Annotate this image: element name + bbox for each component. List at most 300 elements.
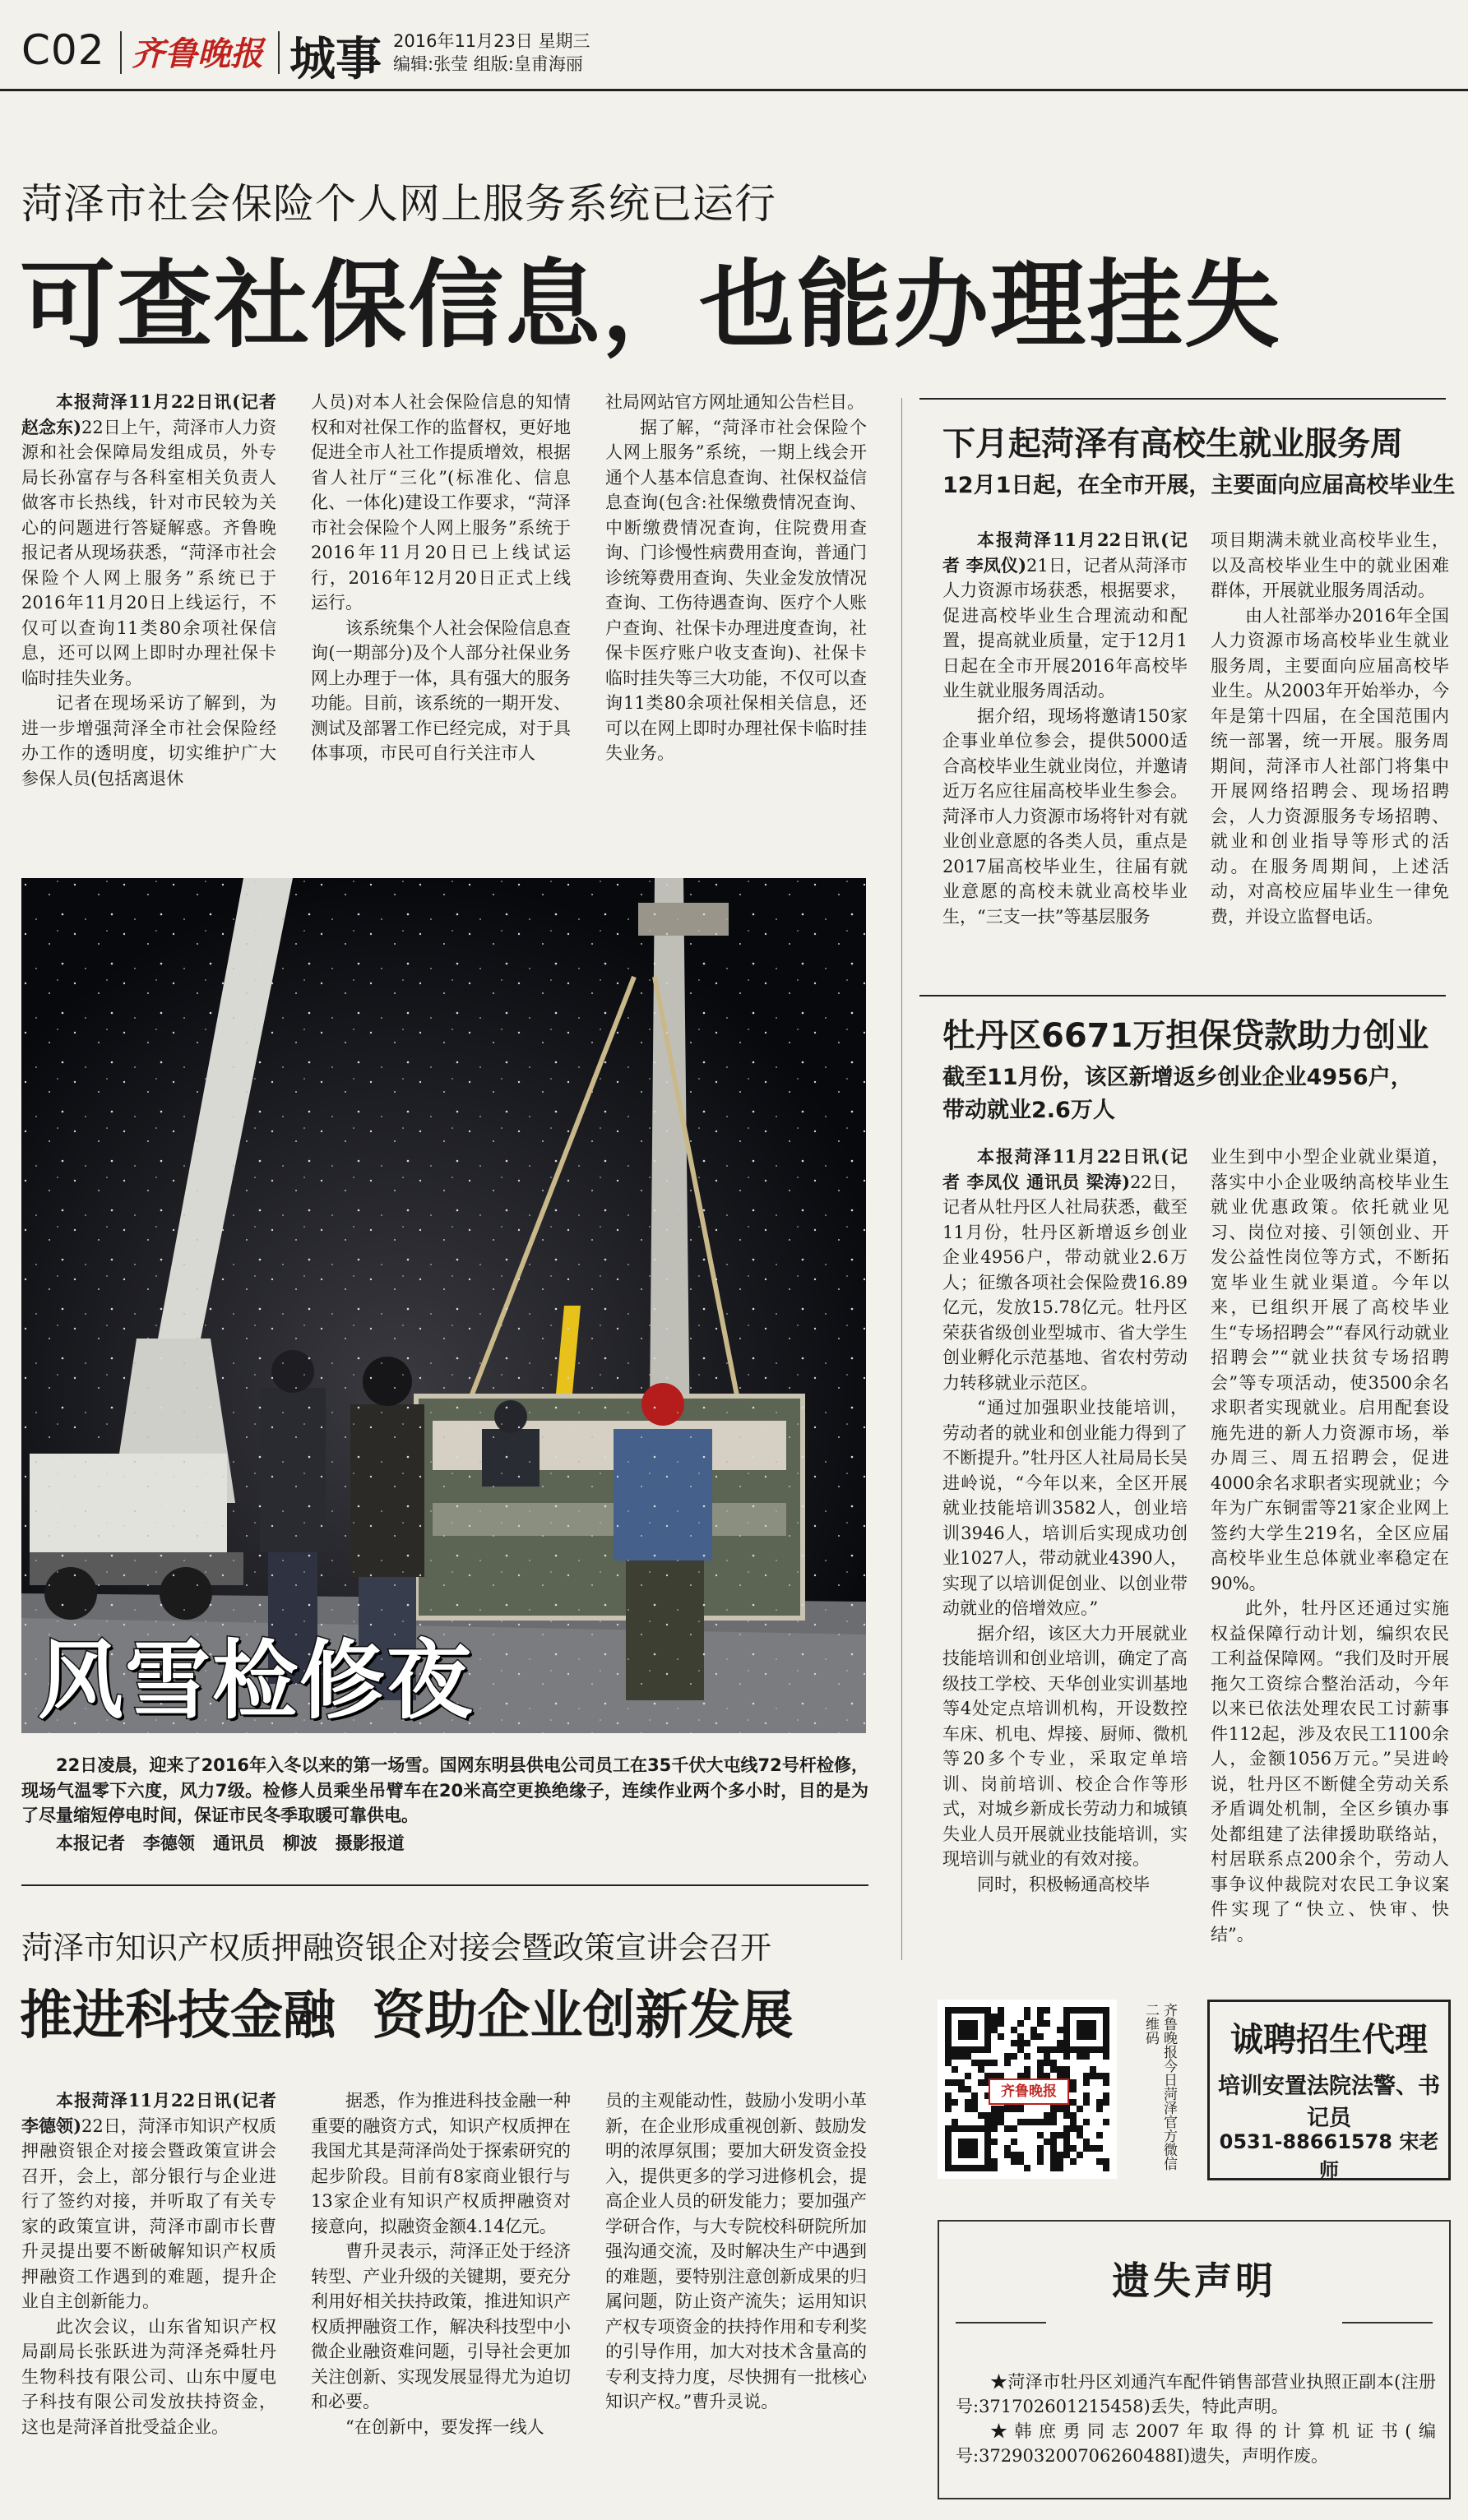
- qr-module: [1077, 2053, 1083, 2060]
- qr-module: [984, 2139, 991, 2145]
- paragraph: 据介绍，该区大力开展就业技能培训和创业培训，确定了高级技工学校、天华创业实训基地等4处定点培训机构，开设数控车床、机电、焊接、厨师、微机等20多个专业，采取定单培训、岗前培训、校企合作等形式，对城乡新成长劳动力和城镇失业人员开展就业技能培训，实现培训与就业的有效对接。: [942, 1623, 1188, 1869]
- qr-module: [1070, 2007, 1077, 2014]
- qr-module: [978, 2112, 984, 2119]
- qr-module: [965, 2007, 971, 2014]
- qr-module: [945, 2046, 952, 2053]
- qr-module: [1090, 2020, 1096, 2027]
- qr-module: [984, 2046, 991, 2053]
- qr-module: [1044, 2119, 1050, 2125]
- qr-module: [1077, 2007, 1083, 2014]
- qr-module: [984, 2158, 991, 2165]
- qr-module: [1083, 2073, 1090, 2079]
- lost-notice-items: [956, 2370, 1436, 2468]
- qr-module: [1063, 2139, 1070, 2145]
- paragraph: 项目期满未就业高校毕业生，以及高校毕业生中的就业困难群体，开展就业服务周活动。: [1211, 530, 1449, 600]
- qr-module: [1050, 2119, 1057, 2125]
- qr-module: [1011, 2106, 1017, 2112]
- qr-module: [1077, 2046, 1083, 2053]
- qr-module: [1103, 2073, 1109, 2079]
- qr-module: [1057, 2132, 1063, 2139]
- paragraph: 22日，记者从牡丹区人社局获悉，截至11月份，牡丹区新增返乡创业企业4956户，带动就业2.6万人；征缴各项社会保险费16.89亿元，发放15.78亿元。牡丹区荣获省级创业型城市、省大学生创业孵化示范基地、省农村劳动力转移就业示范区。: [942, 1172, 1188, 1393]
- header-rule: [0, 89, 1468, 91]
- qr-module: [1011, 2053, 1017, 2060]
- qr-module: [984, 2033, 991, 2040]
- mudan-subhead: 截至11月份，该区新增返乡创业企业4956户，: [942, 1065, 1413, 1090]
- qr-module: [1077, 2125, 1083, 2132]
- qr-module: [1090, 2066, 1096, 2073]
- qr-module: [1011, 2158, 1017, 2165]
- paragraph: 同时，积极畅通高校毕: [977, 1874, 1150, 1894]
- section-title: 城事: [289, 33, 382, 86]
- qr-module: [984, 2112, 991, 2119]
- qr-module: [1030, 2033, 1037, 2040]
- qr-module: [945, 2033, 952, 2040]
- qr-module: [984, 2014, 991, 2020]
- graduates-col-2: [1211, 528, 1449, 929]
- qr-module: [1103, 2119, 1109, 2125]
- qr-module: [965, 2086, 971, 2092]
- qr-module: [1017, 2106, 1024, 2112]
- page-number: C02: [21, 26, 105, 74]
- qr-module: [1037, 2119, 1044, 2125]
- paragraph: 曹升灵表示，菏泽正处于经济转型、产业升级的关键期，要充分利用好相关扶持政策，推进知识产权质押融资工作，解决科技型中小微企业融资难问题，引导社会更加关注创新、实现发展显得尤为迫切和必要。: [311, 2241, 571, 2411]
- qr-module: [945, 2132, 952, 2139]
- issue-date: 2016年11月23日 星期三: [393, 31, 590, 51]
- qr-module: [1103, 2099, 1109, 2106]
- qr-module: [991, 2060, 998, 2066]
- qr-module: [1090, 2027, 1096, 2033]
- qr-module: [1063, 2014, 1070, 2020]
- qr-module: [965, 2165, 971, 2171]
- qr-module: [965, 2027, 971, 2033]
- qr-module: [984, 2060, 991, 2066]
- mudan-col-1: [942, 1144, 1188, 1897]
- lost-notice-item: ★韩庶勇同志2007年取得的计算机证书(编号:372903200706260488I)遗失，声明作废。: [956, 2421, 1436, 2466]
- qr-module: [958, 2079, 965, 2086]
- ad-title: 诚聘招生代理: [1230, 2021, 1428, 2059]
- qr-module: [1050, 2165, 1057, 2171]
- qr-module: [1037, 2014, 1044, 2020]
- qr-module: [1070, 2158, 1077, 2165]
- qr-module: [945, 2027, 952, 2033]
- qr-module: [952, 2119, 958, 2125]
- qr-module: [971, 2020, 978, 2027]
- qr-module: [978, 2165, 984, 2171]
- qr-module: [991, 2125, 998, 2132]
- qr-module: [965, 2020, 971, 2027]
- qr-module: [971, 2106, 978, 2112]
- qr-module: [1070, 2112, 1077, 2119]
- qr-module: [952, 2165, 958, 2171]
- qr-module: [965, 2152, 971, 2158]
- qr-module: [1037, 2132, 1044, 2139]
- qr-module: [991, 2165, 998, 2171]
- qr-module: [1037, 2060, 1044, 2066]
- qr-module: [978, 2066, 984, 2073]
- qr-module: [1090, 2073, 1096, 2079]
- qr-module: [1037, 2007, 1044, 2014]
- qr-module: [991, 2119, 998, 2125]
- qr-module: [958, 2145, 965, 2152]
- qr-module: [1070, 2125, 1077, 2132]
- graduates-subhead: 12月1日起，在全市开展，主要面向应届高校毕业生: [942, 473, 1456, 498]
- qr-logo: 齐鲁晚报: [989, 2078, 1069, 2105]
- qr-module: [1030, 2027, 1037, 2033]
- qr-module: [971, 2092, 978, 2099]
- qr-module: [965, 2073, 971, 2079]
- paragraph: 据悉，作为推进科技金融一种重要的融资方式，知识产权质押在我国尤其是菏泽尚处于探索研究的起步阶段。目前有8家商业银行与13家企业有知识产权质押融资对接意向，拟融资金额4.14亿元。: [311, 2091, 571, 2236]
- qr-module: [1017, 2152, 1024, 2158]
- qr-module: [1017, 2040, 1024, 2046]
- qr-module: [991, 2158, 998, 2165]
- qr-module: [1057, 2158, 1063, 2165]
- qr-module: [1103, 2027, 1109, 2033]
- ad-phone: 0531-88661578 宋老师: [1219, 2130, 1439, 2182]
- qr-module: [965, 2145, 971, 2152]
- qr-module: [1011, 2040, 1017, 2046]
- qr-module: [1057, 2152, 1063, 2158]
- qr-module: [965, 2053, 971, 2060]
- qr-module: [1024, 2040, 1030, 2046]
- paragraph: 记者在现场采访了解到，为进一步增强菏泽全市社会保险经办工作的透明度，切实维护广大参保人员(包括离退休: [21, 693, 276, 788]
- qr-module: [1063, 2007, 1070, 2014]
- qr-module: [1096, 2099, 1103, 2106]
- paragraph: 该系统集个人社会保险信息查询(一期部分)及个人部分社保业务网上办理于一体，具有强大的服务功能。目前，该系统的一期开发、测试及部署工作已经完成，对于具体事项，市民可自行关注市人: [311, 617, 571, 763]
- qr-module: [1096, 2158, 1103, 2165]
- qr-module: [1037, 2020, 1044, 2027]
- qr-module: [984, 2119, 991, 2125]
- qr-module: [998, 2119, 1004, 2125]
- qr-module: [965, 2033, 971, 2040]
- qr-module: [1096, 2007, 1103, 2014]
- qr-module: [1024, 2053, 1030, 2060]
- qr-module: [998, 2112, 1004, 2119]
- qr-module: [1063, 2040, 1070, 2046]
- qr-module: [1096, 2046, 1103, 2053]
- qr-module: [958, 2020, 965, 2027]
- qr-module: [1037, 2152, 1044, 2158]
- qr-code: [938, 2000, 1117, 2179]
- qr-module: [971, 2099, 978, 2106]
- qr-module: [991, 2139, 998, 2145]
- paragraph: 此次会议，山东省知识产权局副局长张跃进为菏泽尧舜牡丹生物科技有限公司、山东中厦电子科技有限公司发放扶持资金，这也是菏泽首批受益企业。: [21, 2316, 276, 2437]
- qr-module: [945, 2152, 952, 2158]
- qr-module: [952, 2125, 958, 2132]
- paragraph: 据介绍，现场将邀请150家企事业单位参会，提供5000适合高校毕业生就业岗位，并邀请近万名应往届高校毕业生参会。菏泽市人力资源市场将针对有就业创业意愿的各类人员，重点是2017届高校毕业生，往届有就业意愿的高校未就业高校毕业生，“三支一扶”等基层服务: [942, 705, 1188, 927]
- graduates-headline: 下月起菏泽有高校生就业服务周: [942, 425, 1403, 463]
- ip-headline: 推进科技金融 资助企业创新发展: [20, 1986, 794, 2046]
- mudan-col-2: [1211, 1144, 1449, 1947]
- qr-module: [1063, 2066, 1070, 2073]
- qr-module: [991, 2014, 998, 2020]
- qr-module: [1057, 2046, 1063, 2053]
- qr-module: [1096, 2073, 1103, 2079]
- qr-module: [1030, 2119, 1037, 2125]
- qr-module: [952, 2066, 958, 2073]
- qr-module: [1004, 2106, 1011, 2112]
- divider: [1342, 2322, 1433, 2323]
- qr-module: [1011, 2125, 1017, 2132]
- qr-module: [1096, 2145, 1103, 2152]
- ip-col-2: [311, 2088, 571, 2439]
- qr-module: [952, 2007, 958, 2014]
- qr-module: [1070, 2099, 1077, 2106]
- qr-module: [945, 2106, 952, 2112]
- qr-module: [1063, 2053, 1070, 2060]
- paragraph: 22日上午，菏泽市人力资源和社会保障局发组成员，外专局长孙富存与各科室相关负责人做客市长热线，针对市民较为关心的问题进行答疑解惑。齐鲁晚报记者从现场获悉，“菏泽市社会保险个人网上服务”系统已于2016年11月20日上线运行，不仅可以查询11类80余项社保信息，还可以网上即时办理社保卡临时挂失业务。: [21, 417, 276, 688]
- qr-module: [965, 2106, 971, 2112]
- qr-module: [1063, 2112, 1070, 2119]
- qr-module: [1044, 2139, 1050, 2145]
- qr-module: [1083, 2046, 1090, 2053]
- qr-module: [1083, 2020, 1090, 2027]
- qr-module: [1011, 2027, 1017, 2033]
- qr-module: [971, 2033, 978, 2040]
- qr-module: [1077, 2027, 1083, 2033]
- qr-module: [945, 2060, 952, 2066]
- qr-module: [1063, 2152, 1070, 2158]
- byline: 本报菏泽11月22日讯(记者 赵念东): [21, 391, 276, 437]
- qr-module: [1037, 2046, 1044, 2053]
- qr-module: [945, 2079, 952, 2086]
- qr-module: [1050, 2132, 1057, 2139]
- qr-module: [1063, 2033, 1070, 2040]
- qr-module: [1070, 2145, 1077, 2152]
- qr-module: [991, 2112, 998, 2119]
- qr-module: [1024, 2165, 1030, 2171]
- qr-module: [1103, 2092, 1109, 2099]
- qr-module: [1063, 2132, 1070, 2139]
- qr-module: [1004, 2145, 1011, 2152]
- qr-module: [945, 2053, 952, 2060]
- qr-module: [965, 2046, 971, 2053]
- qr-module: [998, 2033, 1004, 2040]
- qr-module: [945, 2040, 952, 2046]
- lead-headline: 可查社保信息，也能办理挂失: [20, 250, 1281, 361]
- qr-module: [971, 2152, 978, 2158]
- qr-module: [971, 2060, 978, 2066]
- qr-module: [1103, 2053, 1109, 2060]
- qr-module: [1077, 2106, 1083, 2112]
- lead-col-1: [21, 390, 276, 791]
- qr-module: [1044, 2112, 1050, 2119]
- qr-module: [1096, 2106, 1103, 2112]
- qr-module: [978, 2046, 984, 2053]
- qr-module: [978, 2079, 984, 2086]
- qr-module: [945, 2020, 952, 2027]
- qr-module: [1017, 2158, 1024, 2165]
- qr-module: [1024, 2014, 1030, 2020]
- qr-module: [1070, 2079, 1077, 2086]
- lost-notice-item: ★菏泽市牡丹区刘通汽车配件销售部营业执照正副本(注册号:371702601215458)丢失，特此声明。: [956, 2372, 1436, 2416]
- qr-module: [965, 2125, 971, 2132]
- qr-module: [984, 2145, 991, 2152]
- section-rule: [919, 398, 1446, 400]
- ip-kicker: 菏泽市知识产权质押融资银企对接会暨政策宣讲会召开: [21, 1930, 772, 1966]
- qr-module: [1017, 2033, 1024, 2040]
- photo-caption: 22日凌晨，迎来了2016年入冬以来的第一场雪。国网东明县供电公司员工在35千伏大屯线72号杆检修，现场气温零下六度，风力7级。检修人员乘坐吊臂车在20米高空更换绝缘子，连续作业两个多小时，目的是为了尽量缩短停电时间，保证市民冬季取暖可靠供电。: [21, 1755, 868, 1825]
- qr-module: [991, 2027, 998, 2033]
- qr-module: [1050, 2106, 1057, 2112]
- qr-module: [1077, 2033, 1083, 2040]
- lead-kicker: 菏泽市社会保险个人网上服务系统已运行: [21, 180, 776, 228]
- qr-module: [1083, 2119, 1090, 2125]
- qr-module: [1083, 2079, 1090, 2086]
- qr-module: [1057, 2066, 1063, 2073]
- qr-module: [1017, 2119, 1024, 2125]
- qr-module: [1037, 2145, 1044, 2152]
- editor-credits: 编辑:张莹 组版:皇甫海丽: [393, 54, 583, 74]
- qr-module: [965, 2139, 971, 2145]
- paragraph: 22日，菏泽市知识产权质押融资银企对接会暨政策宣讲会召开，会上，部分银行与企业进行了签约对接，并听取了有关专家的政策宣讲，菏泽市副市长曹升灵提出要不断破解知识产权质押融资工作遇到的难题，提升企业自主创新能力。: [21, 2115, 276, 2311]
- qr-module: [1050, 2066, 1057, 2073]
- byline: 本报菏泽11月22日讯(记者 李凤仪): [942, 529, 1188, 576]
- section-rule: [21, 1884, 868, 1886]
- qr-module: [1017, 2020, 1024, 2027]
- qr-module: [945, 2158, 952, 2165]
- qr-module: [1083, 2027, 1090, 2033]
- recruitment-ad: [1207, 2000, 1451, 2180]
- qr-module: [1070, 2119, 1077, 2125]
- qr-module: [945, 2125, 952, 2132]
- qr-module: [1063, 2125, 1070, 2132]
- graduates-col-1: [942, 528, 1188, 929]
- column-divider: [901, 398, 902, 1960]
- qr-module: [998, 2106, 1004, 2112]
- qr-module: [1103, 2040, 1109, 2046]
- qr-module: [952, 2046, 958, 2053]
- qr-module: [978, 2125, 984, 2132]
- qr-module: [1083, 2145, 1090, 2152]
- qr-module: [1103, 2020, 1109, 2027]
- divider: [956, 2322, 1046, 2323]
- qr-module: [1044, 2007, 1050, 2014]
- qr-module: [971, 2007, 978, 2014]
- qr-module: [1083, 2092, 1090, 2099]
- qr-module: [1050, 2112, 1057, 2119]
- qr-module: [1057, 2040, 1063, 2046]
- paragraph: 人员)对本人社会保险信息的知情权和对社保工作的监督权，更好地促进全市人社工作提质增效，根据省人社厅“三化”(标准化、信息化、一体化)建设工作要求，“菏泽市社会保险个人网上服务”系统于2016年11月20日已上线试运行，2016年12月20日正式上线运行。: [311, 392, 571, 613]
- qr-module: [978, 2007, 984, 2014]
- qr-module: [1037, 2033, 1044, 2040]
- qr-module: [1103, 2033, 1109, 2040]
- qr-module: [1077, 2132, 1083, 2139]
- qr-module: [1037, 2066, 1044, 2073]
- qr-module: [952, 2079, 958, 2086]
- qr-module: [984, 2165, 991, 2171]
- qr-module: [991, 2106, 998, 2112]
- qr-module: [1077, 2020, 1083, 2027]
- lead-col-3: [605, 390, 867, 766]
- qr-module: [1103, 2079, 1109, 2086]
- qr-module: [958, 2165, 965, 2171]
- qr-module: [945, 2092, 952, 2099]
- qr-module: [958, 2125, 965, 2132]
- header-divider: [278, 31, 280, 74]
- qr-module: [971, 2027, 978, 2033]
- qr-module: [952, 2099, 958, 2106]
- qr-module: [1103, 2046, 1109, 2053]
- masthead-logo: 齐鲁晚报: [132, 35, 263, 73]
- qr-module: [991, 2020, 998, 2027]
- qr-module: [978, 2060, 984, 2066]
- qr-module: [1011, 2152, 1017, 2158]
- qr-module: [1057, 2106, 1063, 2112]
- qr-module: [971, 2145, 978, 2152]
- qr-module: [1103, 2165, 1109, 2171]
- qr-module: [958, 2139, 965, 2145]
- qr-module: [945, 2145, 952, 2152]
- lost-notice: [938, 2220, 1451, 2499]
- qr-module: [1024, 2007, 1030, 2014]
- qr-module: [998, 2007, 1004, 2014]
- qr-module: [971, 2139, 978, 2145]
- qr-module: [945, 2099, 952, 2106]
- qr-module: [1063, 2027, 1070, 2033]
- qr-module: [1090, 2007, 1096, 2014]
- qr-module: [1050, 2145, 1057, 2152]
- qr-module: [958, 2086, 965, 2092]
- paragraph: 此外，牡丹区还通过实施权益保障行动计划，编织农民工利益保障网。“我们及时开展拖欠工资综合整治活动，今年以来已依法处理农民工讨薪事件112起，涉及农民工1100余人，金额1056万元。”吴进岭说，牡丹区不断健全劳动关系矛盾调处机制，全区乡镇办事处都组建了法律援助联络站，村居联系点200余个，劳动人事争议仲裁院对农民工争议案件实现了“快立、快审、快结”。: [1211, 1598, 1449, 1944]
- qr-module: [1017, 2046, 1024, 2053]
- qr-module: [1070, 2046, 1077, 2053]
- qr-module: [945, 2014, 952, 2020]
- qr-module: [1090, 2033, 1096, 2040]
- qr-module: [1050, 2152, 1057, 2158]
- qr-module: [971, 2046, 978, 2053]
- paragraph: “在创新中，要发挥一线人: [345, 2416, 544, 2437]
- qr-module: [1057, 2165, 1063, 2171]
- qr-module: [1083, 2053, 1090, 2060]
- qr-module: [984, 2125, 991, 2132]
- qr-module: [1090, 2046, 1096, 2053]
- ip-col-3: [605, 2088, 867, 2415]
- byline: 本报菏泽11月22日讯(记者 李德领): [21, 2090, 276, 2136]
- qr-module: [1063, 2106, 1070, 2112]
- paragraph: 21日，记者从菏泽市人力资源市场获悉，根据要求，促进高校毕业生合理流动和配置，提高就业质量，定于12月1日起在全市开展2016年高校毕业生就业服务周活动。: [942, 555, 1188, 701]
- qr-module: [984, 2040, 991, 2046]
- qr-module: [958, 2033, 965, 2040]
- paragraph: 员的主观能动性，鼓励小发明小革新，在企业形成重视创新、鼓励发明的浓厚氛围；要加大研发资金投入，提供更多的学习进修机会，提高企业人员的研发能力；要加强产学研合作，与大专院校科研院所加强沟通交流，及时解决生产中遇到的难题，要特别注意创新成果的归属问题，防止资产流失；运用知识产权专项资金的扶持作用和专利奖的引导作用，加大对技术含量高的专利支持力度，尽快拥有一批核心知识产权。”曹升灵说。: [605, 2091, 867, 2411]
- qr-module: [965, 2099, 971, 2106]
- qr-module: [945, 2007, 952, 2014]
- qr-module: [1011, 2139, 1017, 2145]
- qr-module: [1096, 2132, 1103, 2139]
- mudan-headline: 牡丹区6671万担保贷款助力创业: [942, 1017, 1429, 1055]
- qr-caption: 齐鲁晚报今日菏泽官方微信二维码: [1142, 2003, 1177, 2171]
- qr-module: [952, 2053, 958, 2060]
- photo-title: 风雪检修夜: [38, 1630, 475, 1731]
- paragraph: 社局网站官方网址通知公告栏目。: [605, 392, 864, 412]
- qr-module: [1077, 2152, 1083, 2158]
- qr-module: [1050, 2158, 1057, 2165]
- section-rule: [919, 995, 1446, 996]
- qr-module: [1083, 2007, 1090, 2014]
- qr-module: [984, 2027, 991, 2033]
- qr-module: [1063, 2145, 1070, 2152]
- byline: 本报菏泽11月22日讯(记者 李凤仪 通讯员 梁涛): [942, 1146, 1188, 1192]
- qr-module: [1004, 2053, 1011, 2060]
- qr-module: [1037, 2158, 1044, 2165]
- paragraph: 由人社部举办2016年全国人力资源市场高校毕业生就业服务周，主要面向应届高校毕业生。从2003年开始举办，今年是第十四届，在全国范围内统一部署，统一开展。服务周期间，菏泽市人社部门将集中开展网络招聘会、现场招聘会，人力资源服务专场招聘、就业和创业指导等形式的活动。在服务周期间，上述活动，对高校应届毕业生一律免费，并设立监督电话。: [1211, 605, 1449, 927]
- qr-module: [1050, 2060, 1057, 2066]
- qr-module: [984, 2020, 991, 2027]
- lead-col-2: [311, 390, 571, 766]
- qr-module: [945, 2165, 952, 2171]
- qr-module: [945, 2139, 952, 2145]
- qr-module: [1044, 2046, 1050, 2053]
- qr-module: [958, 2027, 965, 2033]
